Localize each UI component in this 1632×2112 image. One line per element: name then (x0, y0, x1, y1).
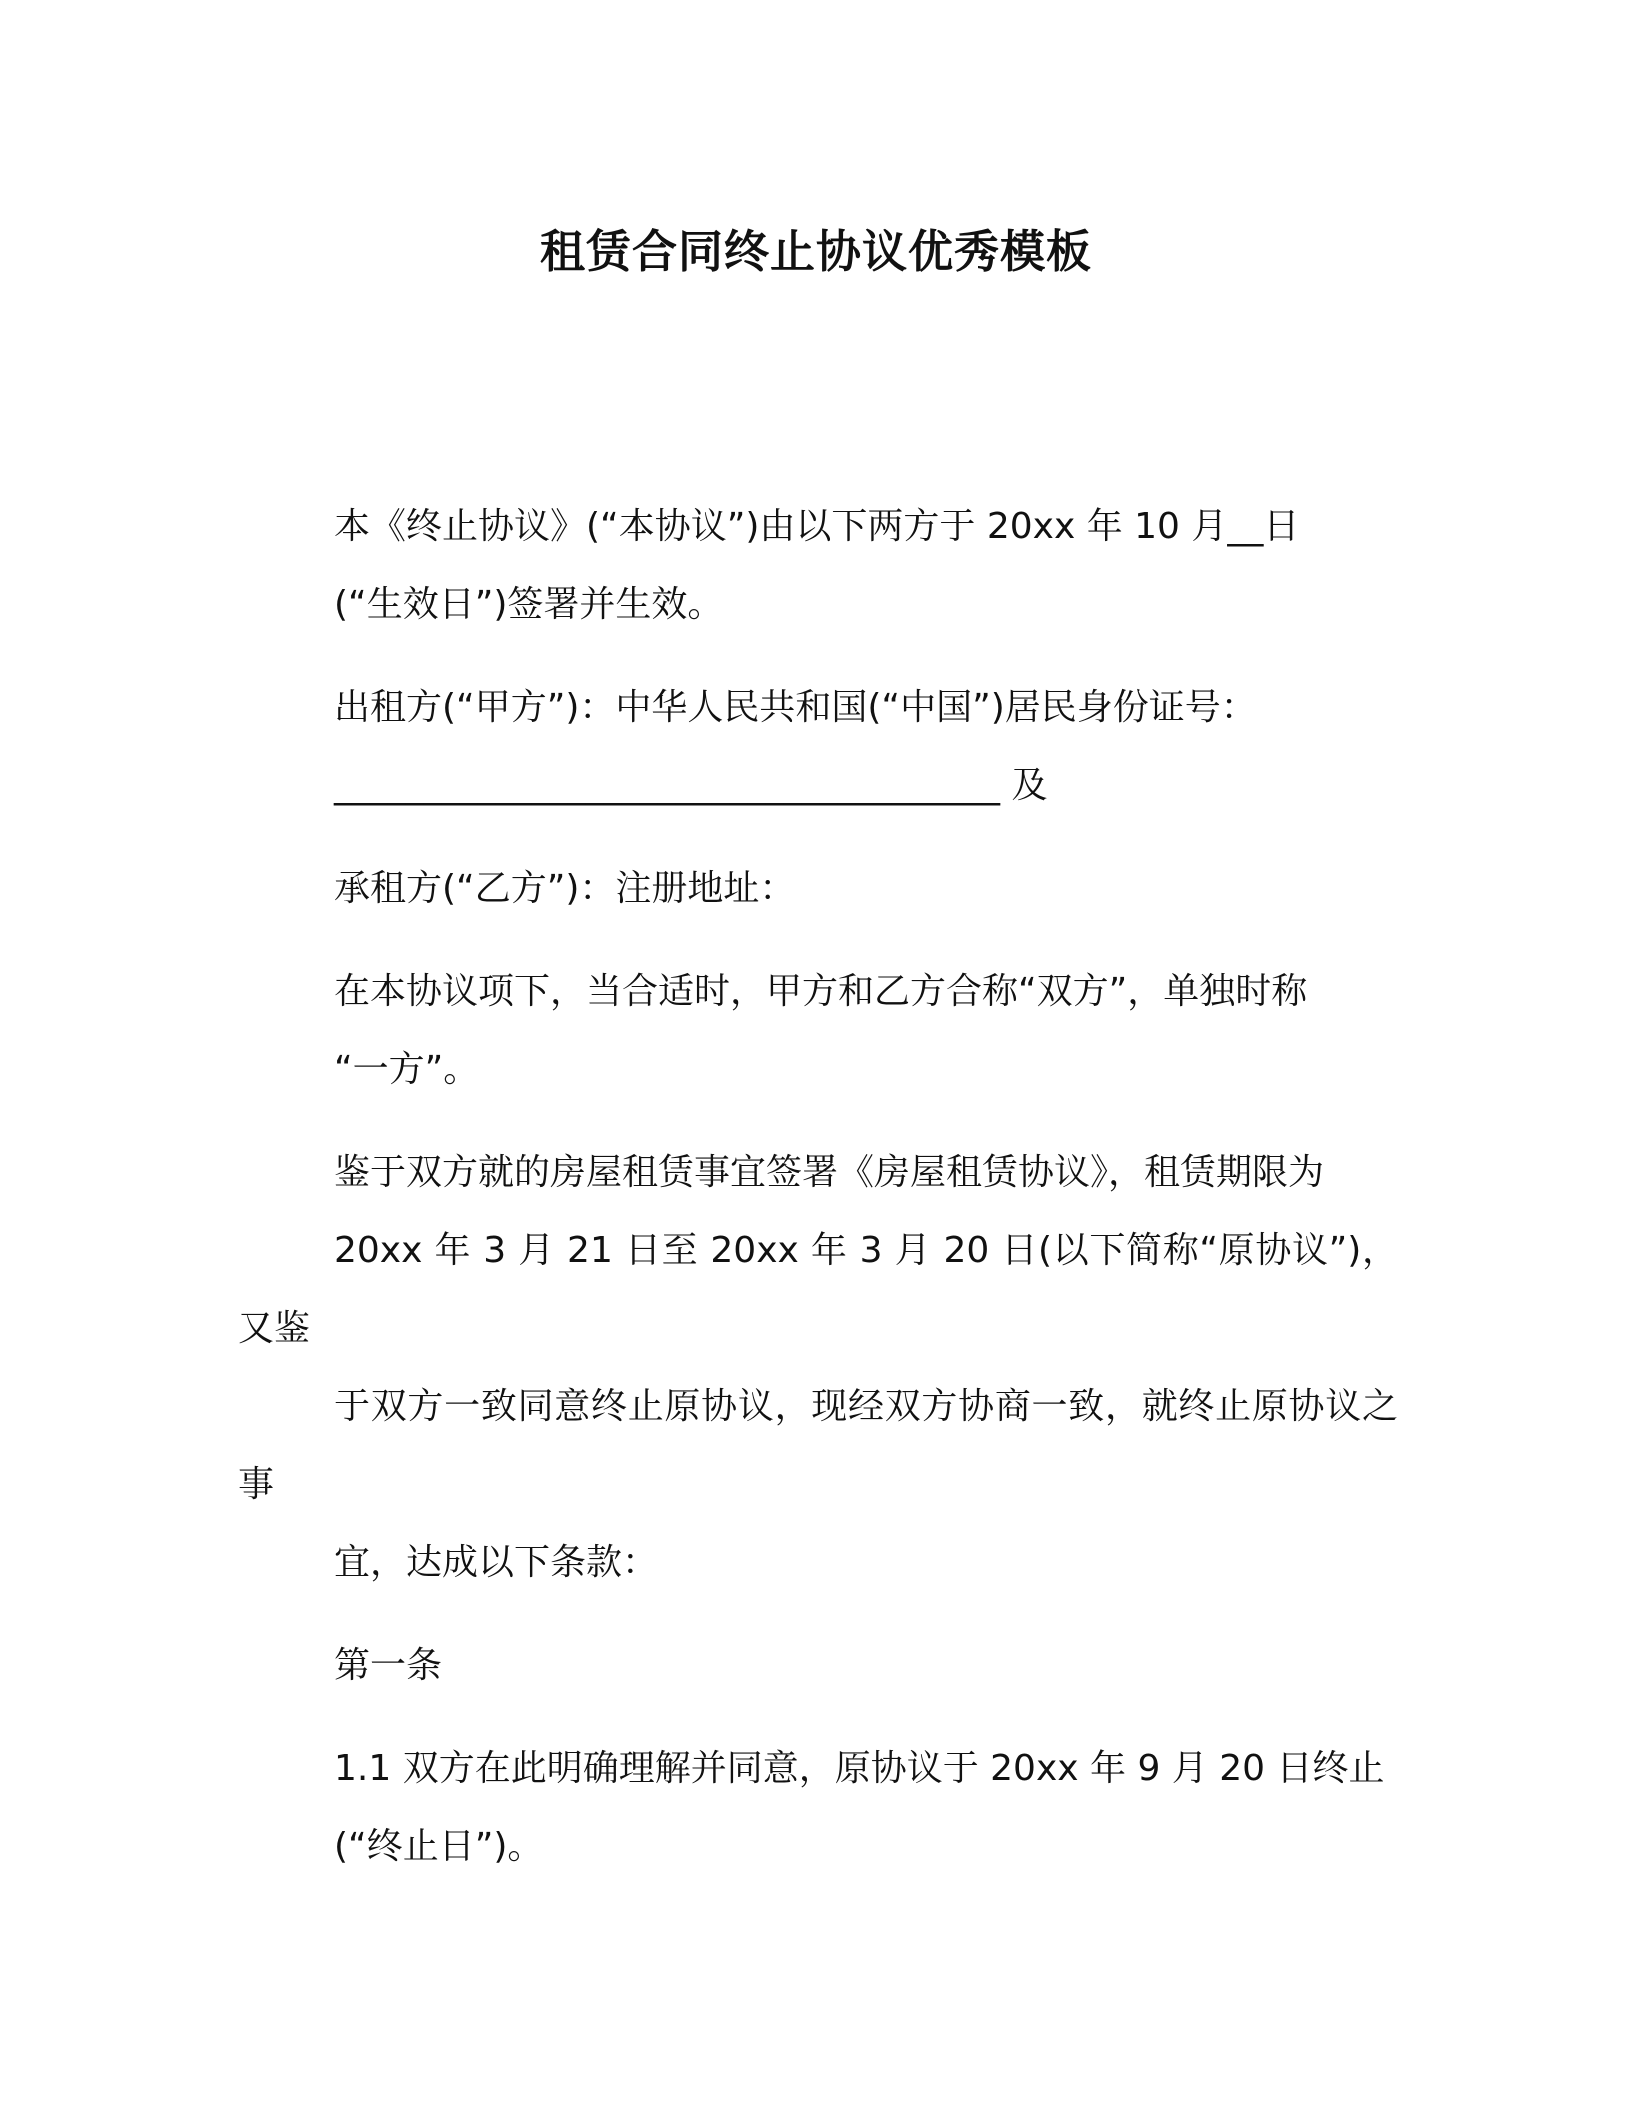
document-title: 租赁合同终止协议优秀模板 (539, 225, 1092, 278)
paragraph-line: “一方”。 (334, 1049, 480, 1090)
paragraph-line: 在本协议项下，当合适时，甲方和乙方合称“双方”，单独时称 (334, 971, 1308, 1012)
paragraph-line: 宜，达成以下条款： (334, 1542, 659, 1583)
lessee-paragraph (238, 850, 1398, 928)
paragraph-line: 出租方(“甲方”)：中华人民共和国(“中国”)居民身份证号： (334, 687, 1257, 728)
paragraph-line: 鉴于双方就的房屋租赁事宜签署《房屋租赁协议》，租赁期限为 (334, 1152, 1325, 1193)
paragraph-line: 承租方(“乙方”)：注册地址： (334, 868, 796, 909)
parties-definition-paragraph (238, 953, 1398, 1109)
paragraph-line: (“生效日”)签署并生效。 (334, 584, 724, 625)
article-heading (238, 1627, 1398, 1705)
paragraph-line: _____________________________________ 及 (334, 765, 1048, 806)
paragraph-line: 第一条 (334, 1645, 443, 1686)
paragraph-line: 本《终止协议》(“本协议”)由以下两方于 20xx 年 10 月__日 (334, 506, 1300, 547)
paragraph-line: 1.1 双方在此明确理解并同意，原协议于 20xx 年 9 月 20 日终止 (334, 1748, 1385, 1789)
effective-date-paragraph (238, 488, 1398, 644)
recital-paragraph (238, 1134, 1398, 1602)
paragraph-line: 20xx 年 3 月 21 日至 20xx 年 3 月 20 日(以下简称“原协议”)，又鉴 (238, 1230, 1398, 1349)
paragraph-line: (“终止日”)。 (334, 1826, 544, 1867)
lessor-paragraph (238, 669, 1398, 825)
clause-paragraph (238, 1730, 1398, 1886)
paragraph-line: 于双方一致同意终止原协议，现经双方协商一致，就终止原协议之事 (238, 1386, 1398, 1505)
document-body (238, 488, 1398, 1911)
